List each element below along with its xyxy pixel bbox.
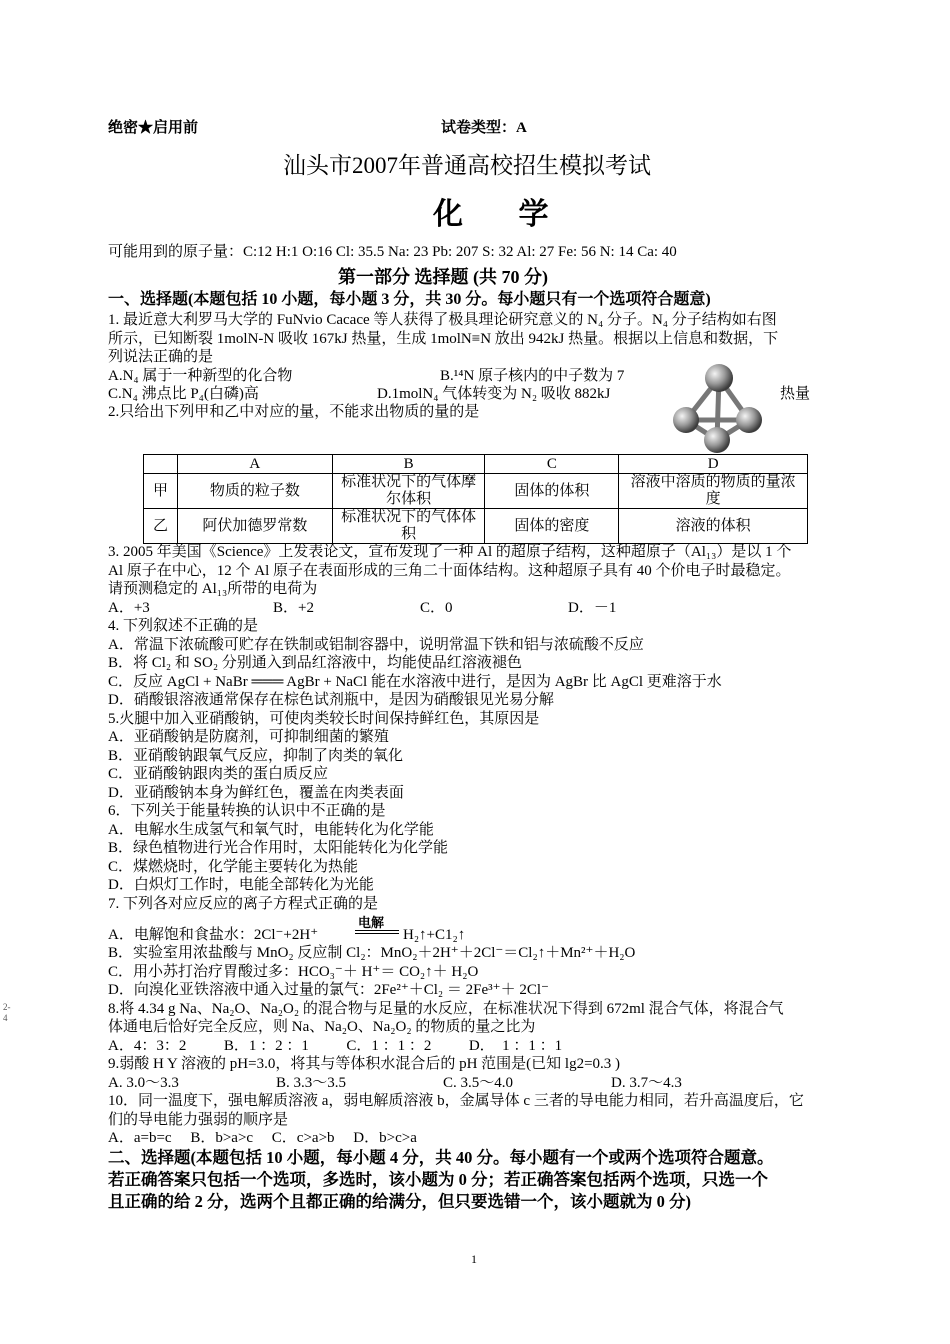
part-one-heading: 第一部分 选择题 (共 70 分) [338,267,548,287]
q6-option-a: A．电解水生成氢气和氧气时，电能转化为化学能 [108,822,434,838]
q9-option-a: A. 3.0～3.3 [108,1075,179,1091]
table-cell: 溶液的体积 [619,509,808,544]
q1-option-d-tail: 热量 [780,386,811,402]
reaction-arrow-bar [355,930,399,934]
q4-option-c: C．反应 AgCl + NaBr ═══ AgBr + NaCl 能在水溶液中进行，是因为 AgBr 比 AgCl 更难溶于水 [108,674,722,690]
q4-option-a: A．常温下浓硫酸可贮存在铁制或铝制容器中，说明常温下铁和铝与浓硫酸不反应 [108,637,644,653]
q3-line1: 3. 2005 年美国《Science》上发表论文，宣布发现了一种 Al 的超原子结构，这种超原子（Al₁₃）是以 1 个 [108,544,792,560]
table-header-cell: B [332,455,485,474]
q4-option-b: B．将 Cl₂ 和 SO₂ 分别通入到品红溶液中，均能使品红溶液褪色 [108,655,522,671]
nitrogen-atom-front [704,427,730,453]
subject-title: 化 学 [433,198,573,231]
q1-line1: 1. 最近意大利罗马大学的 FuNvio Cacace 等人获得了极具理论研究意义的 N₄ 分子。N₄ 分子结构如右图 [108,312,777,328]
q5-stem: 5.火腿中加入亚硝酸钠，可使肉类较长时间保持鲜红色，其原因是 [108,711,540,727]
q1-line3: 列说法正确的是 [108,349,214,365]
q6-option-c: C．煤燃烧时，化学能主要转化为热能 [108,859,359,875]
q1-option-a: A.N₄ 属于一种新型的化合物 [108,368,293,384]
q8-line1: 8.将 4.34 g Na、Na₂O、Na₂O₂ 的混合物与足量的水反应，在标准状况下得到 672ml 混合气体，将混合气 [108,1001,784,1017]
q2-stem: 2.只给出下列甲和乙中对应的量，不能求出物质的量的是 [108,404,480,420]
section-one-heading: 一、选择题(本题包括 10 小题，每小题 3 分，共 30 分。每小题只有一个选项符合题意) [108,291,711,308]
q9-option-c: C. 3.5～4.0 [443,1075,514,1091]
q3-line2: Al 原子在中心，12 个 Al 原子在表面形成的三角二十面体结构。这种超原子具有 40 个价电子时最稳定。 [108,563,791,579]
q5-option-b: B．亚硝酸钠跟氧气反应，抑制了肉类的氧化 [108,748,404,764]
q7-option-a-post: H₂↑+C1₂↑ [403,927,466,943]
q3-option-c: C．0 [420,600,453,616]
q3-line3: 请预测稳定的 Al₁₃所带的电荷为 [108,581,318,597]
q7-option-d: D．向溴化亚铁溶液中通入过量的氯气：2Fe²⁺＋Cl₂ ＝ 2Fe³⁺＋ 2Cl⁻ [108,982,549,998]
q9-stem: 9.弱酸 H Y 溶液的 pH=3.0，将其与等体积水混合后的 pH 范围是(已知 lg2=0.3 ) [108,1056,621,1072]
q5-option-d: D．亚硝酸钠本身为鲜红色，覆盖在肉类表面 [108,785,404,801]
nitrogen-atom-right [736,407,762,433]
table-row [144,509,808,544]
q9-option-b: B. 3.3～3.5 [276,1075,347,1091]
table-cell: 甲 [144,474,178,509]
q1-option-b: B.¹⁴N 原子核内的中子数为 7 [440,368,625,384]
q3-option-d: D．－1 [568,600,617,616]
q10-options: A．a=b=c B．b>a>c C．c>a>b D．b>c>a [108,1130,417,1146]
table-cell: 阿伏加德罗常数 [177,509,332,544]
table-row [144,474,808,509]
page-number: 1 [471,1252,477,1266]
table-header-row [144,455,808,474]
table-cell: 标准状况下的气体摩尔体积 [332,474,485,509]
q3-option-b: B．+2 [273,600,314,616]
nitrogen-atom-top [705,364,733,392]
n4-molecule-diagram [665,358,770,458]
q3-option-a: A．+3 [108,600,150,616]
electrolysis-label: 电解 [358,915,385,930]
q2-table [143,454,808,544]
q1-option-c: C.N₄ 沸点比 P₄(白磷)高 [108,386,259,402]
section-two-line3: 且正确的给 2 分，选两个且都正确的给满分，但只要选错一个，该小题就为 0 分) [108,1192,691,1211]
nitrogen-atom-left [673,407,699,433]
q6-option-d: D．白炽灯工作时，电能全部转化为光能 [108,877,374,893]
secret-label: 绝密★启用前 [108,120,199,136]
table-cell: 标准状况下的气体体积 [332,509,485,544]
q7-option-a-pre: A．电解饱和食盐水：2Cl⁻+2H⁺ [108,927,319,943]
exam-subtitle: 汕头市2007年普通高校招生模拟考试 [283,153,651,178]
q10-line2: 们的导电能力强弱的顺序是 [108,1112,289,1128]
q6-option-b: B．绿色植物进行光合作用时，太阳能转化为化学能 [108,840,449,856]
table-header-cell: C [485,455,619,474]
q9-option-d: D. 3.7～4.3 [611,1075,682,1091]
margin-note: 2- 4 [3,1002,11,1023]
table-cell: 固体的密度 [485,509,619,544]
q1-option-d: D.1molN₄ 气体转变为 N₂ 吸收 882kJ [377,386,611,402]
q6-stem: 6．下列关于能量转换的认识中不正确的是 [108,803,386,819]
q8-line2: 体通电后恰好完全反应，则 Na、Na₂O、Na₂O₂ 的物质的量之比为 [108,1019,536,1035]
q10-line1: 10．同一温度下，强电解质溶液 a，弱电解质溶液 b，金属导体 c 三者的导电能力相同，若升高温度后，它 [108,1093,804,1109]
q7-stem: 7. 下列各对应反应的离子方程式正确的是 [108,896,379,912]
paper-type-label: 试卷类型：A [441,120,527,136]
table-cell: 溶液中溶质的物质的量浓度 [619,474,808,509]
section-two-line2: 若正确答案只包括一个选项，多选时，该小题为 0 分；若正确答案包括两个选项，只选一个 [108,1170,768,1189]
q5-option-c: C．亚硝酸钠跟肉类的蛋白质反应 [108,766,329,782]
table-cell: 乙 [144,509,178,544]
q5-option-a: A．亚硝酸钠是防腐剂，可抑制细菌的繁殖 [108,729,389,745]
q4-option-d: D．硝酸银溶液通常保存在棕色试剂瓶中，是因为硝酸银见光易分解 [108,692,554,708]
table-cell: 物质的粒子数 [177,474,332,509]
q7-option-c: C．用小苏打治疗胃酸过多：HCO₃⁻＋ H⁺＝ CO₂↑＋ H₂O [108,964,479,980]
q1-line2: 所示，已知断裂 1molN-N 吸收 167kJ 热量，生成 1molN≡N 放出 942kJ 热量。根据以上信息和数据，下 [108,331,779,347]
table-header-cell: D [619,455,808,474]
section-two-line1: 二、选择题(本题包括 10 小题，每小题 4 分，共 40 分。每小题有一个或两个选项符合题意。 [108,1148,774,1167]
table-cell: 固体的体积 [485,474,619,509]
atomic-masses: 可能用到的原子量：C:12 H:1 O:16 Cl: 35.5 Na: 23 Pb: 207 S: 32 Al: 27 Fe: 56 N: 14 Ca: 40 [108,244,677,260]
table-header-cell [144,455,178,474]
q4-stem: 4. 下列叙述不正确的是 [108,618,259,634]
q7-option-b: B．实验室用浓盐酸与 MnO₂ 反应制 Cl₂：MnO₂＋2H⁺＋2Cl⁻＝Cl₂↑＋Mn²⁺＋H₂O [108,945,636,961]
table-header-cell: A [177,455,332,474]
q8-options: A．4：3：2 B．1 ：2 ：1 C．1 ：1 ：2 D． 1 ：1 ：1 [108,1038,563,1054]
